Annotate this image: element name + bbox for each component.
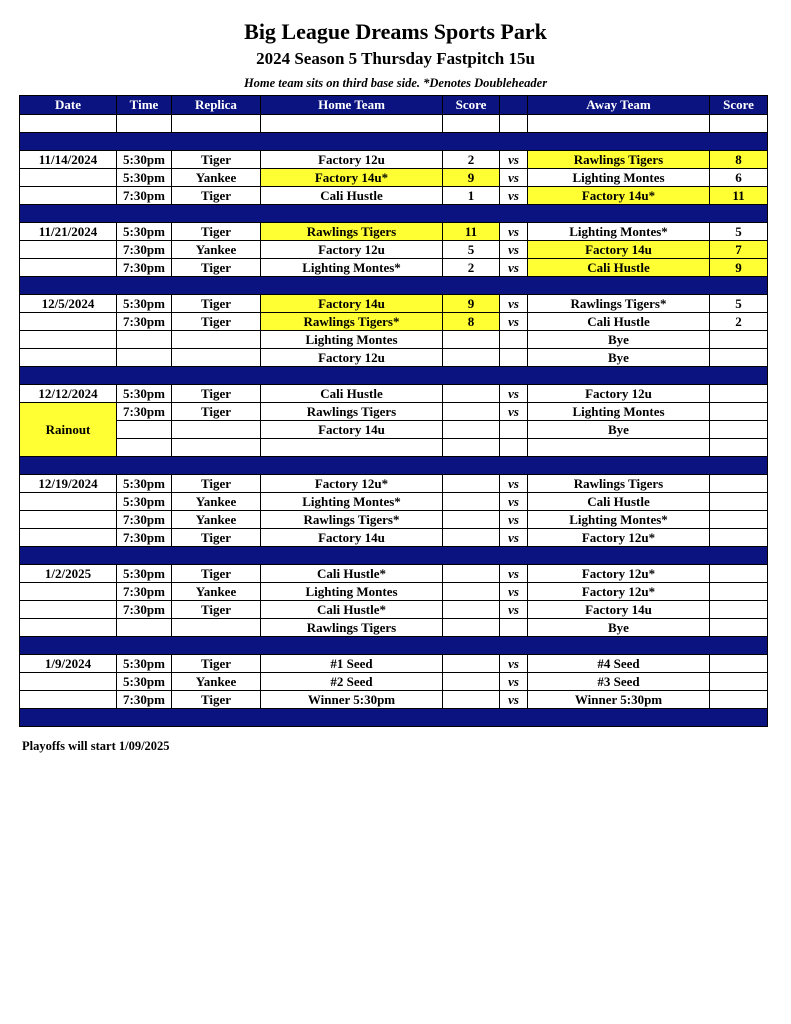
away-score-cell bbox=[710, 511, 768, 529]
time-cell: 7:30pm bbox=[117, 529, 172, 547]
replica-cell: Tiger bbox=[172, 259, 261, 277]
home-team-cell: Factory 14u bbox=[261, 529, 443, 547]
home-score-cell bbox=[443, 403, 500, 421]
away-score-cell bbox=[710, 673, 768, 691]
away-score-cell bbox=[710, 601, 768, 619]
time-cell bbox=[117, 619, 172, 637]
home-team-cell bbox=[261, 115, 443, 133]
home-score-cell bbox=[443, 655, 500, 673]
table-row bbox=[20, 313, 768, 331]
date-cell bbox=[20, 241, 117, 259]
away-team-cell: Factory 12u bbox=[528, 385, 710, 403]
column-header: Date bbox=[20, 96, 117, 115]
table-row bbox=[20, 475, 768, 493]
table-row bbox=[20, 241, 768, 259]
time-cell: 5:30pm bbox=[117, 223, 172, 241]
column-header: Home Team bbox=[261, 96, 443, 115]
section-divider bbox=[20, 709, 768, 727]
away-team-cell: Winner 5:30pm bbox=[528, 691, 710, 709]
away-score-cell bbox=[710, 655, 768, 673]
date-cell bbox=[20, 169, 117, 187]
home-team-cell: Cali Hustle bbox=[261, 385, 443, 403]
home-team-cell bbox=[261, 439, 443, 457]
home-score-cell bbox=[443, 331, 500, 349]
home-team-cell: Lighting Montes* bbox=[261, 259, 443, 277]
document-subtitle: 2024 Season 5 Thursday Fastpitch 15u bbox=[256, 49, 535, 68]
away-score-cell bbox=[710, 691, 768, 709]
away-team-cell: Factory 14u* bbox=[528, 187, 710, 205]
vs-cell: vs bbox=[500, 151, 528, 169]
date-cell bbox=[20, 115, 117, 133]
away-score-cell: 8 bbox=[710, 151, 768, 169]
table-header-row bbox=[20, 96, 768, 115]
schedule-table bbox=[19, 95, 768, 727]
away-team-cell: Lighting Montes* bbox=[528, 511, 710, 529]
home-score-cell bbox=[443, 583, 500, 601]
date-cell bbox=[20, 349, 117, 367]
replica-cell: Tiger bbox=[172, 295, 261, 313]
home-score-cell bbox=[443, 349, 500, 367]
vs-cell: vs bbox=[500, 655, 528, 673]
vs-cell: vs bbox=[500, 169, 528, 187]
replica-cell bbox=[172, 439, 261, 457]
replica-cell: Yankee bbox=[172, 169, 261, 187]
away-score-cell bbox=[710, 349, 768, 367]
replica-cell: Tiger bbox=[172, 385, 261, 403]
replica-cell: Yankee bbox=[172, 511, 261, 529]
home-score-cell: 9 bbox=[443, 169, 500, 187]
away-score-cell bbox=[710, 583, 768, 601]
vs-cell: vs bbox=[500, 583, 528, 601]
date-cell: 11/14/2024 bbox=[20, 151, 117, 169]
section-divider bbox=[20, 547, 768, 565]
home-team-cell: Factory 12u bbox=[261, 151, 443, 169]
replica-cell: Tiger bbox=[172, 313, 261, 331]
away-score-cell bbox=[710, 529, 768, 547]
date-cell: 11/21/2024 bbox=[20, 223, 117, 241]
home-score-cell bbox=[443, 115, 500, 133]
section-divider-cell bbox=[20, 457, 768, 475]
vs-cell: vs bbox=[500, 565, 528, 583]
away-team-cell: Rawlings Tigers bbox=[528, 475, 710, 493]
away-team-cell: Lighting Montes bbox=[528, 403, 710, 421]
away-score-cell: 5 bbox=[710, 295, 768, 313]
home-team-cell: #1 Seed bbox=[261, 655, 443, 673]
section-divider-cell bbox=[20, 205, 768, 223]
away-score-cell bbox=[710, 403, 768, 421]
time-cell bbox=[117, 439, 172, 457]
home-score-cell bbox=[443, 439, 500, 457]
date-cell: 12/12/2024 bbox=[20, 385, 117, 403]
replica-cell: Tiger bbox=[172, 691, 261, 709]
section-divider-cell bbox=[20, 547, 768, 565]
replica-cell: Tiger bbox=[172, 655, 261, 673]
vs-cell: vs bbox=[500, 295, 528, 313]
away-team-cell: Factory 14u bbox=[528, 601, 710, 619]
column-header: Score bbox=[710, 96, 768, 115]
away-team-cell: Rawlings Tigers* bbox=[528, 295, 710, 313]
replica-cell: Yankee bbox=[172, 493, 261, 511]
replica-cell: Tiger bbox=[172, 223, 261, 241]
table-row bbox=[20, 655, 768, 673]
vs-cell: vs bbox=[500, 601, 528, 619]
time-cell: 7:30pm bbox=[117, 187, 172, 205]
section-divider-cell bbox=[20, 709, 768, 727]
section-divider bbox=[20, 277, 768, 295]
date-cell bbox=[20, 691, 117, 709]
time-cell: 7:30pm bbox=[117, 601, 172, 619]
date-cell bbox=[20, 601, 117, 619]
table-row bbox=[20, 349, 768, 367]
date-cell bbox=[20, 313, 117, 331]
table-row bbox=[20, 259, 768, 277]
time-cell: 7:30pm bbox=[117, 691, 172, 709]
date-cell: 12/19/2024 bbox=[20, 475, 117, 493]
home-score-cell bbox=[443, 475, 500, 493]
home-score-cell: 9 bbox=[443, 295, 500, 313]
date-cell: 12/5/2024 bbox=[20, 295, 117, 313]
away-team-cell: Bye bbox=[528, 349, 710, 367]
home-score-cell bbox=[443, 493, 500, 511]
column-header: Time bbox=[117, 96, 172, 115]
home-team-cell: Rawlings Tigers* bbox=[261, 511, 443, 529]
home-score-cell: 8 bbox=[443, 313, 500, 331]
away-score-cell bbox=[710, 565, 768, 583]
time-cell: 7:30pm bbox=[117, 583, 172, 601]
home-score-cell: 1 bbox=[443, 187, 500, 205]
home-score-cell bbox=[443, 619, 500, 637]
table-row bbox=[20, 403, 768, 421]
replica-cell: Tiger bbox=[172, 529, 261, 547]
time-cell: 7:30pm bbox=[117, 403, 172, 421]
vs-cell: vs bbox=[500, 313, 528, 331]
date-cell: 1/9/2024 bbox=[20, 655, 117, 673]
home-team-cell: Factory 14u bbox=[261, 295, 443, 313]
away-score-cell bbox=[710, 475, 768, 493]
away-team-cell: Bye bbox=[528, 619, 710, 637]
away-score-cell: 5 bbox=[710, 223, 768, 241]
vs-cell: vs bbox=[500, 223, 528, 241]
vs-cell: vs bbox=[500, 259, 528, 277]
table-row bbox=[20, 439, 768, 457]
time-cell: 5:30pm bbox=[117, 475, 172, 493]
time-cell bbox=[117, 349, 172, 367]
home-team-cell: Cali Hustle* bbox=[261, 601, 443, 619]
table-row bbox=[20, 187, 768, 205]
home-team-cell: Cali Hustle* bbox=[261, 565, 443, 583]
time-cell: 7:30pm bbox=[117, 313, 172, 331]
away-score-cell: 2 bbox=[710, 313, 768, 331]
vs-cell: vs bbox=[500, 529, 528, 547]
table-row bbox=[20, 619, 768, 637]
away-score-cell: 11 bbox=[710, 187, 768, 205]
home-team-cell: Rawlings Tigers bbox=[261, 223, 443, 241]
vs-cell: vs bbox=[500, 673, 528, 691]
time-cell: 5:30pm bbox=[117, 673, 172, 691]
replica-cell: Tiger bbox=[172, 601, 261, 619]
vs-cell bbox=[500, 421, 528, 439]
away-score-cell: 6 bbox=[710, 169, 768, 187]
away-team-cell bbox=[528, 115, 710, 133]
away-team-cell: Rawlings Tigers bbox=[528, 151, 710, 169]
section-divider-cell bbox=[20, 367, 768, 385]
home-team-cell: Rawlings Tigers bbox=[261, 403, 443, 421]
table-row bbox=[20, 673, 768, 691]
section-divider-cell bbox=[20, 133, 768, 151]
table-row bbox=[20, 421, 768, 439]
home-team-cell: #2 Seed bbox=[261, 673, 443, 691]
header-note: Home team sits on third base side. *Denotes Doubleheader bbox=[243, 76, 548, 90]
away-team-cell: #3 Seed bbox=[528, 673, 710, 691]
table-row bbox=[20, 529, 768, 547]
time-cell: 5:30pm bbox=[117, 169, 172, 187]
date-cell bbox=[20, 331, 117, 349]
home-team-cell: Lighting Montes* bbox=[261, 493, 443, 511]
away-score-cell bbox=[710, 331, 768, 349]
section-divider bbox=[20, 367, 768, 385]
date-cell bbox=[20, 583, 117, 601]
replica-cell: Tiger bbox=[172, 403, 261, 421]
home-score-cell: 5 bbox=[443, 241, 500, 259]
home-team-cell: Rawlings Tigers* bbox=[261, 313, 443, 331]
date-cell: 1/2/2025 bbox=[20, 565, 117, 583]
replica-cell: Yankee bbox=[172, 583, 261, 601]
column-header: Score bbox=[443, 96, 500, 115]
date-cell bbox=[20, 187, 117, 205]
home-score-cell bbox=[443, 385, 500, 403]
away-score-cell bbox=[710, 493, 768, 511]
table-row bbox=[20, 223, 768, 241]
away-team-cell: Factory 12u* bbox=[528, 529, 710, 547]
replica-cell: Tiger bbox=[172, 151, 261, 169]
home-score-cell bbox=[443, 673, 500, 691]
away-team-cell: Cali Hustle bbox=[528, 493, 710, 511]
date-cell bbox=[20, 619, 117, 637]
vs-cell: vs bbox=[500, 691, 528, 709]
table-row bbox=[20, 583, 768, 601]
away-team-cell: Factory 14u bbox=[528, 241, 710, 259]
replica-cell bbox=[172, 619, 261, 637]
away-team-cell: Lighting Montes* bbox=[528, 223, 710, 241]
vs-cell bbox=[500, 349, 528, 367]
time-cell: 5:30pm bbox=[117, 655, 172, 673]
vs-cell: vs bbox=[500, 403, 528, 421]
replica-cell: Yankee bbox=[172, 673, 261, 691]
section-divider-cell bbox=[20, 277, 768, 295]
table-row bbox=[20, 511, 768, 529]
table-row bbox=[20, 295, 768, 313]
away-score-cell bbox=[710, 385, 768, 403]
table-row bbox=[20, 385, 768, 403]
date-cell bbox=[20, 511, 117, 529]
home-score-cell bbox=[443, 529, 500, 547]
date-cell bbox=[20, 259, 117, 277]
time-cell bbox=[117, 331, 172, 349]
time-cell: 7:30pm bbox=[117, 511, 172, 529]
vs-cell bbox=[500, 439, 528, 457]
section-divider bbox=[20, 205, 768, 223]
away-team-cell: #4 Seed bbox=[528, 655, 710, 673]
away-score-cell bbox=[710, 439, 768, 457]
home-team-cell: Lighting Montes bbox=[261, 583, 443, 601]
home-team-cell: Rawlings Tigers bbox=[261, 619, 443, 637]
away-score-cell: 9 bbox=[710, 259, 768, 277]
time-cell: 5:30pm bbox=[117, 295, 172, 313]
vs-cell: vs bbox=[500, 493, 528, 511]
replica-cell: Yankee bbox=[172, 241, 261, 259]
table-row bbox=[20, 331, 768, 349]
time-cell: 7:30pm bbox=[117, 259, 172, 277]
date-cell bbox=[20, 493, 117, 511]
table-row bbox=[20, 565, 768, 583]
replica-cell: Tiger bbox=[172, 475, 261, 493]
replica-cell: Tiger bbox=[172, 565, 261, 583]
away-score-cell bbox=[710, 619, 768, 637]
away-score-cell: 7 bbox=[710, 241, 768, 259]
vs-cell: vs bbox=[500, 187, 528, 205]
home-score-cell bbox=[443, 565, 500, 583]
time-cell bbox=[117, 115, 172, 133]
away-team-cell: Bye bbox=[528, 421, 710, 439]
home-team-cell: Factory 12u bbox=[261, 349, 443, 367]
time-cell: 5:30pm bbox=[117, 565, 172, 583]
vs-cell: vs bbox=[500, 241, 528, 259]
column-header: Away Team bbox=[528, 96, 710, 115]
table-row bbox=[20, 601, 768, 619]
away-team-cell: Cali Hustle bbox=[528, 313, 710, 331]
home-score-cell bbox=[443, 421, 500, 439]
time-cell: 7:30pm bbox=[117, 241, 172, 259]
replica-cell bbox=[172, 349, 261, 367]
away-score-cell bbox=[710, 421, 768, 439]
home-team-cell: Cali Hustle bbox=[261, 187, 443, 205]
home-team-cell: Factory 14u bbox=[261, 421, 443, 439]
away-team-cell: Bye bbox=[528, 331, 710, 349]
vs-cell bbox=[500, 331, 528, 349]
away-team-cell: Lighting Montes bbox=[528, 169, 710, 187]
section-divider bbox=[20, 457, 768, 475]
time-cell: 5:30pm bbox=[117, 151, 172, 169]
home-team-cell: Factory 14u* bbox=[261, 169, 443, 187]
home-score-cell bbox=[443, 601, 500, 619]
home-score-cell: 2 bbox=[443, 259, 500, 277]
document-title: Big League Dreams Sports Park bbox=[244, 19, 547, 44]
rainout-cell: Rainout bbox=[20, 403, 117, 457]
playoffs-note: Playoffs will start 1/09/2025 bbox=[22, 739, 170, 753]
section-divider bbox=[20, 637, 768, 655]
column-header bbox=[500, 96, 528, 115]
vs-cell: vs bbox=[500, 385, 528, 403]
away-team-cell: Cali Hustle bbox=[528, 259, 710, 277]
vs-cell: vs bbox=[500, 475, 528, 493]
date-cell bbox=[20, 529, 117, 547]
away-score-cell bbox=[710, 115, 768, 133]
vs-cell: vs bbox=[500, 511, 528, 529]
schedule-body bbox=[20, 115, 768, 727]
section-divider bbox=[20, 133, 768, 151]
away-team-cell: Factory 12u* bbox=[528, 583, 710, 601]
time-cell bbox=[117, 421, 172, 439]
away-team-cell: Factory 12u* bbox=[528, 565, 710, 583]
home-score-cell bbox=[443, 511, 500, 529]
blank-row bbox=[20, 115, 768, 133]
home-team-cell: Lighting Montes bbox=[261, 331, 443, 349]
section-divider-cell bbox=[20, 637, 768, 655]
vs-cell bbox=[500, 115, 528, 133]
table-row bbox=[20, 493, 768, 511]
replica-cell: Tiger bbox=[172, 187, 261, 205]
time-cell: 5:30pm bbox=[117, 385, 172, 403]
replica-cell bbox=[172, 115, 261, 133]
home-team-cell: Winner 5:30pm bbox=[261, 691, 443, 709]
home-score-cell: 2 bbox=[443, 151, 500, 169]
date-cell bbox=[20, 673, 117, 691]
table-row bbox=[20, 691, 768, 709]
away-team-cell bbox=[528, 439, 710, 457]
home-score-cell bbox=[443, 691, 500, 709]
time-cell: 5:30pm bbox=[117, 493, 172, 511]
vs-cell bbox=[500, 619, 528, 637]
replica-cell bbox=[172, 331, 261, 349]
table-row bbox=[20, 169, 768, 187]
replica-cell bbox=[172, 421, 261, 439]
column-header: Replica bbox=[172, 96, 261, 115]
home-team-cell: Factory 12u bbox=[261, 241, 443, 259]
home-team-cell: Factory 12u* bbox=[261, 475, 443, 493]
home-score-cell: 11 bbox=[443, 223, 500, 241]
table-row bbox=[20, 151, 768, 169]
